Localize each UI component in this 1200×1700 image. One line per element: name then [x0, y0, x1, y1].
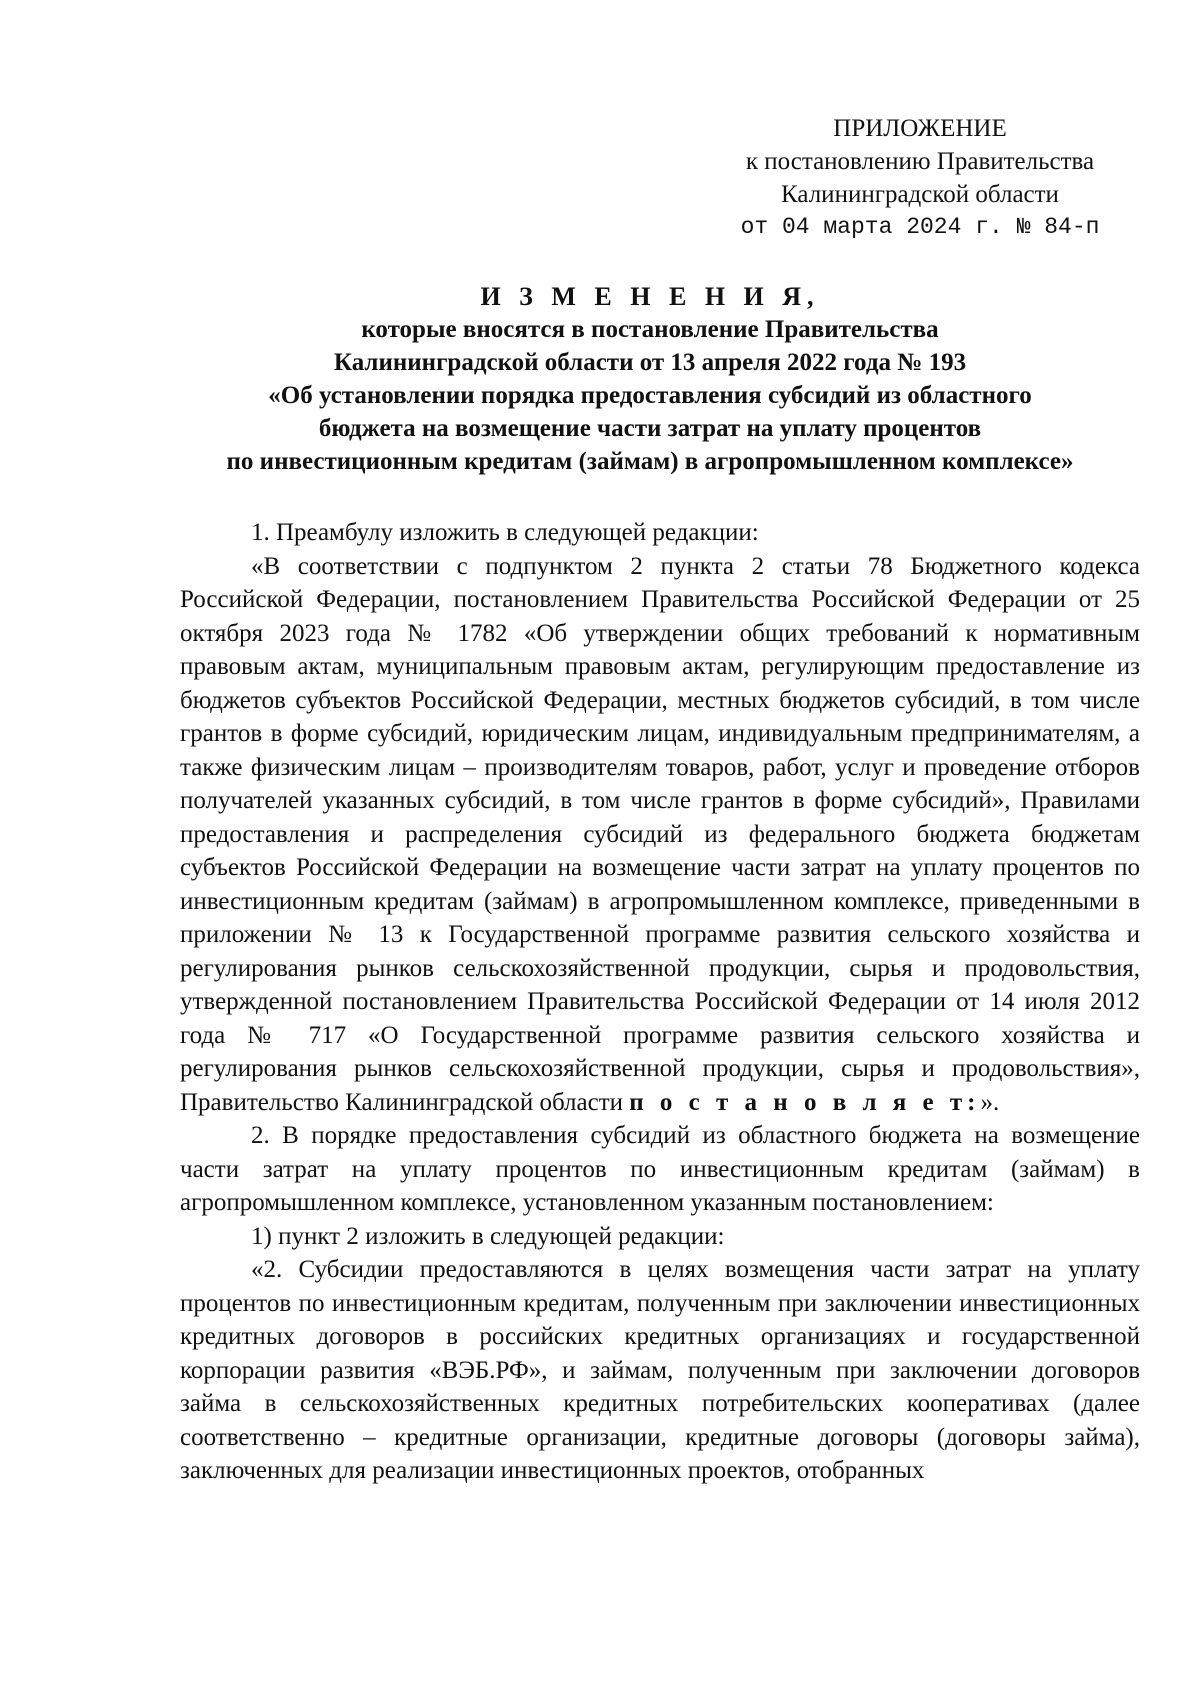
appendix-block: [700, 112, 1140, 244]
heading-line-4: бюджета на возмещение части затрат на уплату процентов: [318, 415, 982, 442]
document-body: [180, 516, 1140, 1488]
paragraph-3: 2. В порядке предоставления субсидий из областного бюджета на возмещение части затрат на уплату процентов по инвестиционным кредитам (займам) в агропромышленном комплексе, установленном указанным постановлением:: [180, 1122, 1140, 1216]
appendix-title: ПРИЛОЖЕНИЕ: [833, 115, 1007, 142]
appendix-line-2: Калининградской области: [781, 181, 1059, 208]
paragraph-2-end: ».: [980, 1088, 1000, 1116]
heading-line-2: Калининградской области от 13 апреля 2022 года № 193: [333, 349, 967, 376]
appendix-date-line: от 04 марта 2024 г. № 84-п: [740, 214, 1100, 240]
paragraph-2-text: «В соответствии с подпунктом 2 пункта 2 статьи 78 Бюджетного кодекса Российской Федерации, постановлением Правительства Российской Федерации от 25 октября 2023 года № 1782 «Об утверждении общих требований к нормативным правовым актам, муниципальным правовым актам, регулирующим предоставление из бюджетов субъектов Российской Федерации, местных бюджетов субсидий, в том числе грантов в форме субсидий, юридическим лицам, индивидуальным предпринимателям, а также физическим лицам – производителям товаров, работ, услуг и проведение отборов получателей указанных субсидий, в том числе грантов в форме субсидий», Правилами предоставления и распределения субсидий из федерального бюджета бюджетам субъектов Российской Федерации на возмещение части затрат на уплату процентов по инвестиционным кредитам (займам) в агропромышленном комплексе, приведенными в приложении № 13 к Государственной программе развития сельского хозяйства и регулирования рынков сельскохозяйственной продукции, сырья и продовольствия, утвержденной постановлением Правительства Российской Федерации от 14 июля 2012 года № 717 «О Государственной программе развития сельского хозяйства и регулирования рынков сельскохозяйственной продукции, сырья и продовольствия», Правительство Калининградской области: [180, 552, 1140, 1116]
heading-line-1: которые вносятся в постановление Правительства: [361, 316, 939, 343]
appendix-line-1: к постановлению Правительства: [745, 148, 1095, 175]
resolution-keyword: п о с т а н о в л я е т:: [629, 1088, 981, 1116]
paragraph-5: «2. Субсидии предоставляются в целях возмещения части затрат на уплату процентов по инвестиционным кредитам, полученным при заключении инвестиционных кредитных договоров в российских кредитных организациях и государственной корпорации развития «ВЭБ.РФ», и займам, полученным при заключении договоров займа в сельскохозяйственных кредитных потребительских кооперативах (далее соответственно – кредитные организации, кредитные договоры (договоры займа), заключенных для реализации инвестиционных проектов, отобранных: [180, 1256, 1140, 1484]
heading-line-5: по инвестиционным кредитам (займам) в агропромышленном комплексе»: [226, 448, 1074, 475]
paragraph-2: [180, 550, 1140, 1120]
paragraph-1: 1. Преамбулу изложить в следующей редакции:: [251, 519, 759, 546]
paragraph-4: 1) пункт 2 изложить в следующей редакции:: [251, 1222, 725, 1250]
document-heading: [170, 280, 1130, 478]
heading-line-3: «Об установлении порядка предоставления субсидий из областного: [268, 382, 1032, 409]
heading-title: И З М Е Н Е Н И Я,: [480, 282, 820, 311]
